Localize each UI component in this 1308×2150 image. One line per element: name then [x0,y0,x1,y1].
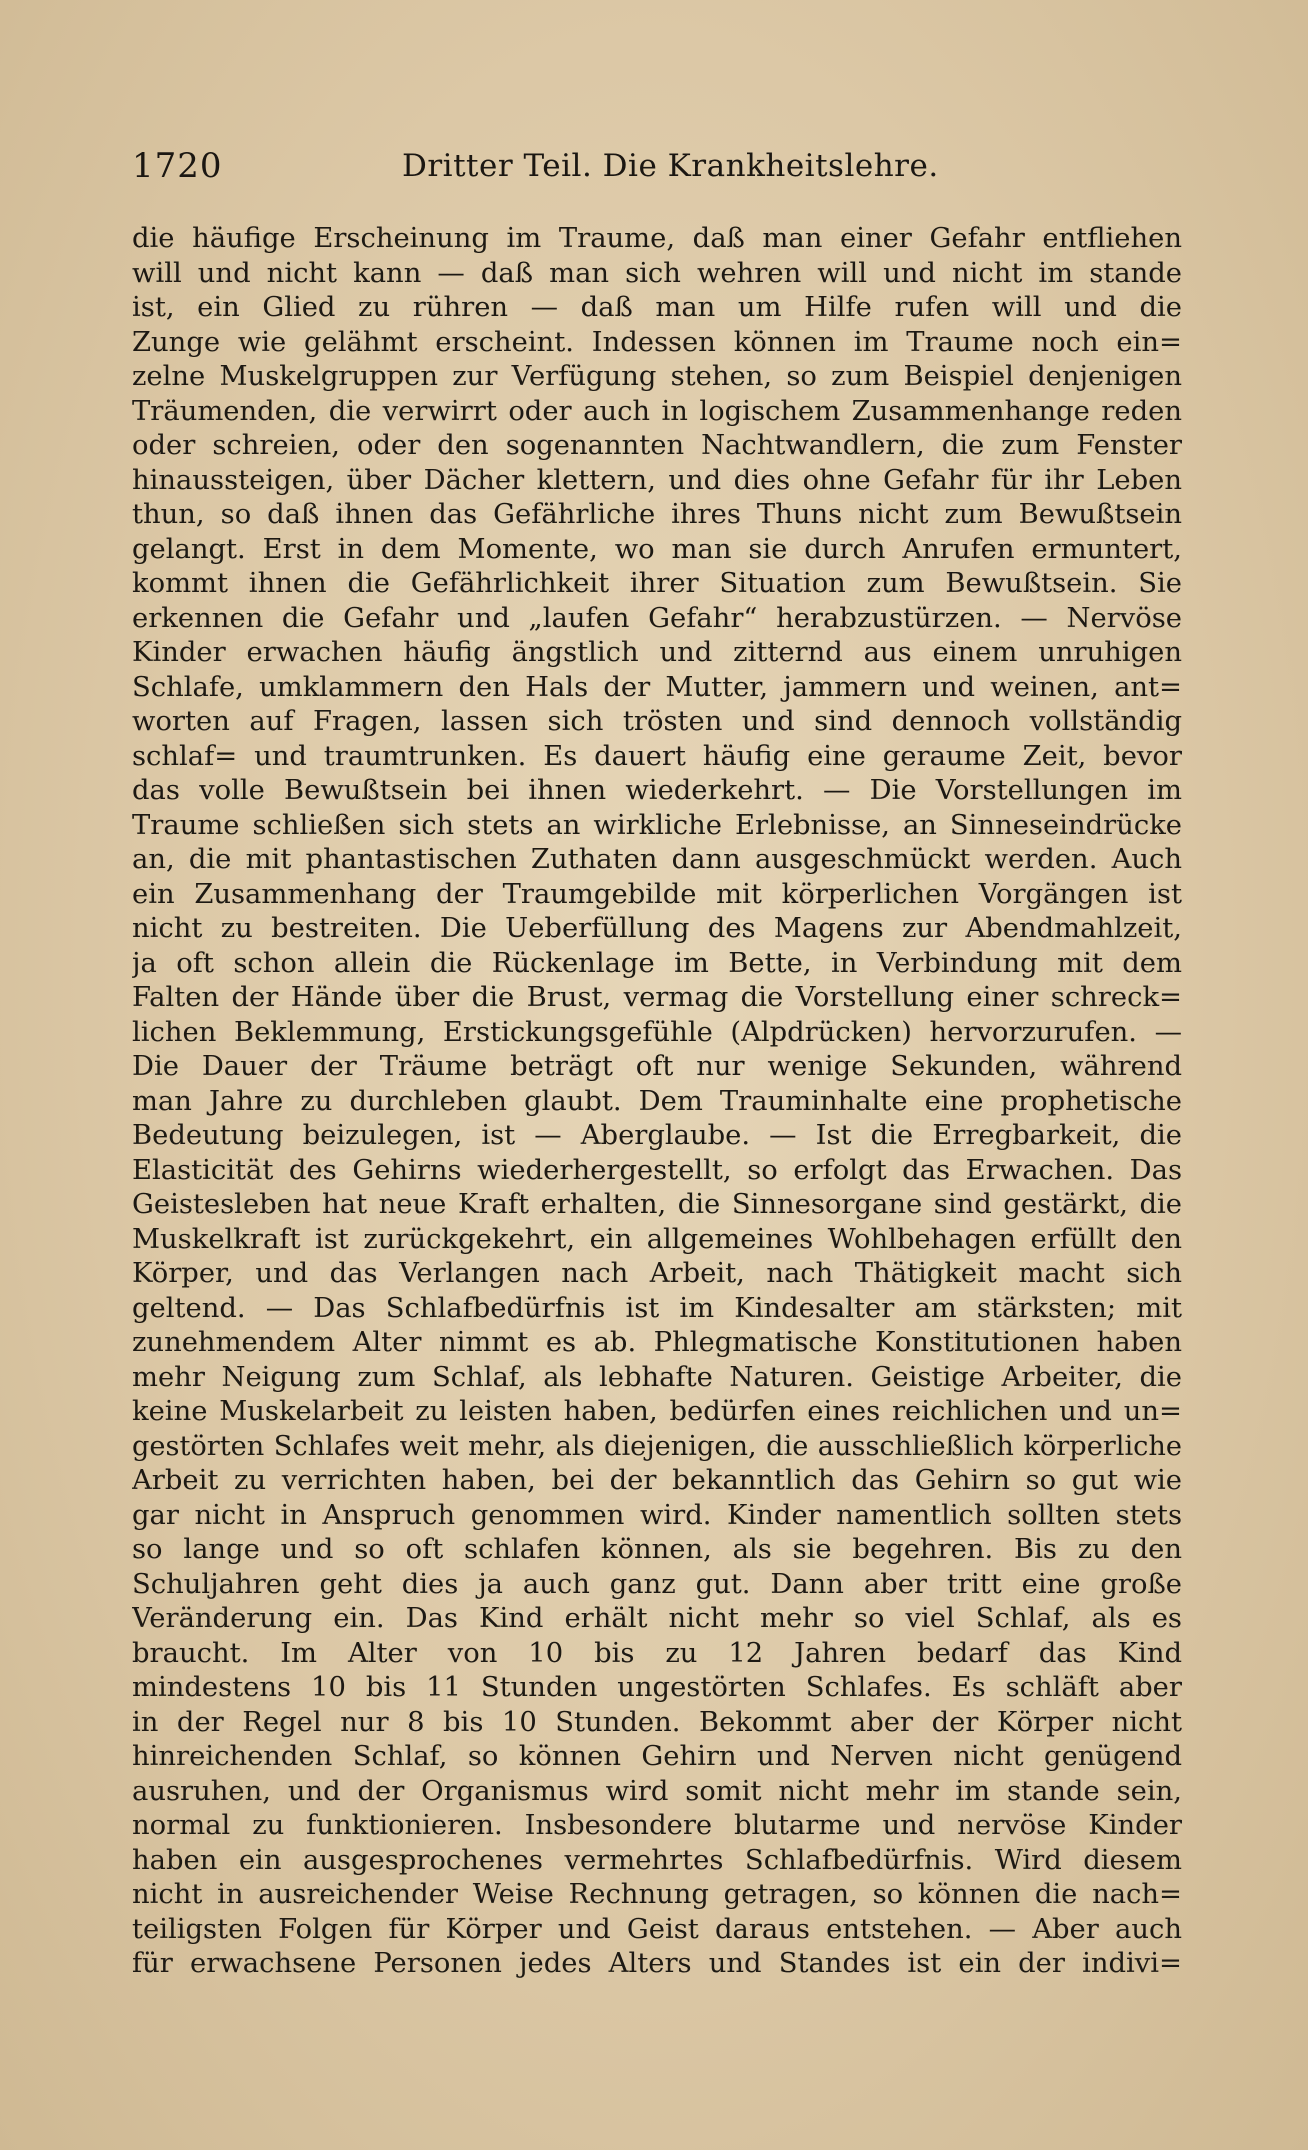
text-line: die häufige Erscheinung im Traume, daß man einer Gefahr entfliehen [132,223,1182,254]
text-line: Elasticität des Gehirns wiederhergestellt, so erfolgt das Erwachen. Das [132,1154,1182,1186]
text-line: für erwachsene Personen jedes Alters und Standes ist ein der indivi= [132,1948,1182,1979]
text-line: das volle Bewußtsein bei ihnen wiederkehrt. — Die Vorstellungen im [132,775,1182,806]
text-line: lichen Beklemmung, Erstickungsgefühle (Alpdrücken) hervorzurufen. — [132,1016,1182,1048]
text-line: ein Zusammenhang der Traumgebilde mit körperlichen Vorgängen ist [132,878,1182,910]
text-line: ja oft schon allein die Rückenlage im Bette, in Verbindung mit dem [132,947,1182,979]
text-line: nicht in ausreichender Weise Rechnung getragen, so können die nach= [132,1879,1182,1910]
text-line: so lange und so oft schlafen können, als sie begehren. Bis zu den [132,1534,1182,1565]
text-line: man Jahre zu durchleben glaubt. Dem Trauminhalte eine prophetische [132,1085,1182,1117]
text-line: Die Dauer der Träume beträgt oft nur wenige Sekunden, während [132,1051,1182,1082]
text-line: keine Muskelarbeit zu leisten haben, bedürfen eines reichlichen und un= [132,1396,1182,1427]
body-text [132,222,1182,1982]
text-line: teiligsten Folgen für Körper und Geist daraus entstehen. — Aber auch [132,1913,1182,1945]
text-line: in der Regel nur 8 bis 10 Stunden. Bekommt aber der Körper nicht [132,1706,1182,1738]
text-line: Muskelkraft ist zurückgekehrt, ein allgemeines Wohlbehagen erfüllt den [132,1223,1182,1255]
text-line: thun, so daß ihnen das Gefährliche ihres Thuns nicht zum Bewußtsein [132,499,1182,530]
text-line: gestörten Schlafes weit mehr, als diejenigen, die ausschließlich körperliche [132,1430,1182,1462]
text-line: gelangt. Erst in dem Momente, wo man sie durch Anrufen ermuntert, [132,533,1182,565]
text-line: schlaf= und traumtrunken. Es dauert häufig eine geraume Zeit, bevor [132,740,1182,772]
text-line: hinreichenden Schlaf, so können Gehirn und Nerven nicht genügend [132,1741,1182,1772]
text-line: oder schreien, oder den sogenannten Nachtwandlern, die zum Fenster [132,430,1182,461]
text-line: Träumenden, die verwirrt oder auch in logischem Zusammenhange reden [132,395,1182,427]
text-line: Falten der Hände über die Brust, vermag die Vorstellung einer schreck= [132,982,1182,1013]
text-line: Geistesleben hat neue Kraft erhalten, die Sinnesorgane sind gestärkt, die [132,1189,1182,1220]
text-line: mehr Neigung zum Schlaf, als lebhafte Naturen. Geistige Arbeiter, die [132,1361,1182,1393]
text-line: Veränderung ein. Das Kind erhält nicht mehr so viel Schlaf, als es [132,1603,1182,1634]
text-line: an, die mit phantastischen Zuthaten dann ausgeschmückt werden. Auch [132,844,1182,875]
text-line: worten auf Fragen, lassen sich trösten und sind dennoch vollständig [132,706,1182,737]
text-line: normal zu funktionieren. Insbesondere blutarme und nervöse Kinder [132,1810,1182,1841]
text-line: Arbeit zu verrichten haben, bei der bekanntlich das Gehirn so gut wie [132,1465,1182,1496]
text-line: kommt ihnen die Gefährlichkeit ihrer Situation zum Bewußtsein. Sie [132,568,1182,599]
text-line: haben ein ausgesprochenes vermehrtes Schlafbedürfnis. Wird diesem [132,1844,1182,1876]
text-line: geltend. — Das Schlafbedürfnis ist im Kindesalter am stärksten; mit [132,1292,1182,1324]
text-line: hinaussteigen, über Dächer klettern, und dies ohne Gefahr für ihr Leben [132,464,1182,496]
page-header [132,146,1182,192]
text-line: nicht zu bestreiten. Die Ueberfüllung des Magens zur Abendmahlzeit, [132,913,1182,944]
text-line: ausruhen, und der Organismus wird somit nicht mehr im stande sein, [132,1775,1182,1807]
text-line: gar nicht in Anspruch genommen wird. Kinder namentlich sollten stets [132,1499,1182,1531]
text-line: Zunge wie gelähmt erscheint. Indessen können im Traume noch ein= [132,326,1182,358]
page-number: 1720 [132,146,223,186]
text-line: Schlafe, umklammern den Hals der Mutter, jammern und weinen, ant= [132,671,1182,703]
text-line: erkennen die Gefahr und „laufen Gefahr“ herabzustürzen. — Nervöse [132,602,1182,634]
text-line: ist, ein Glied zu rühren — daß man um Hilfe rufen will und die [132,292,1182,323]
text-line: will und nicht kann — daß man sich wehren will und nicht im stande [132,257,1182,289]
text-line: Körper, und das Verlangen nach Arbeit, nach Thätigkeit macht sich [132,1258,1182,1289]
text-line: mindestens 10 bis 11 Stunden ungestörten Schlafes. Es schläft aber [132,1672,1182,1703]
text-line: zunehmendem Alter nimmt es ab. Phlegmatische Konstitutionen haben [132,1327,1182,1358]
text-line: braucht. Im Alter von 10 bis zu 12 Jahren bedarf das Kind [132,1637,1182,1669]
text-line: Bedeutung beizulegen, ist — Aberglaube. — Ist die Erregbarkeit, die [132,1120,1182,1151]
text-line: Kinder erwachen häufig ängstlich und zitternd aus einem unruhigen [132,637,1182,668]
text-line: zelne Muskelgruppen zur Verfügung stehen, so zum Beispiel denjenigen [132,361,1182,392]
running-title: Dritter Teil. Die Krankheitslehre. [402,148,939,184]
text-line: Traume schließen sich stets an wirkliche Erlebnisse, an Sinneseindrücke [132,809,1182,841]
text-line: Schuljahren geht dies ja auch ganz gut. Dann aber tritt eine große [132,1568,1182,1600]
